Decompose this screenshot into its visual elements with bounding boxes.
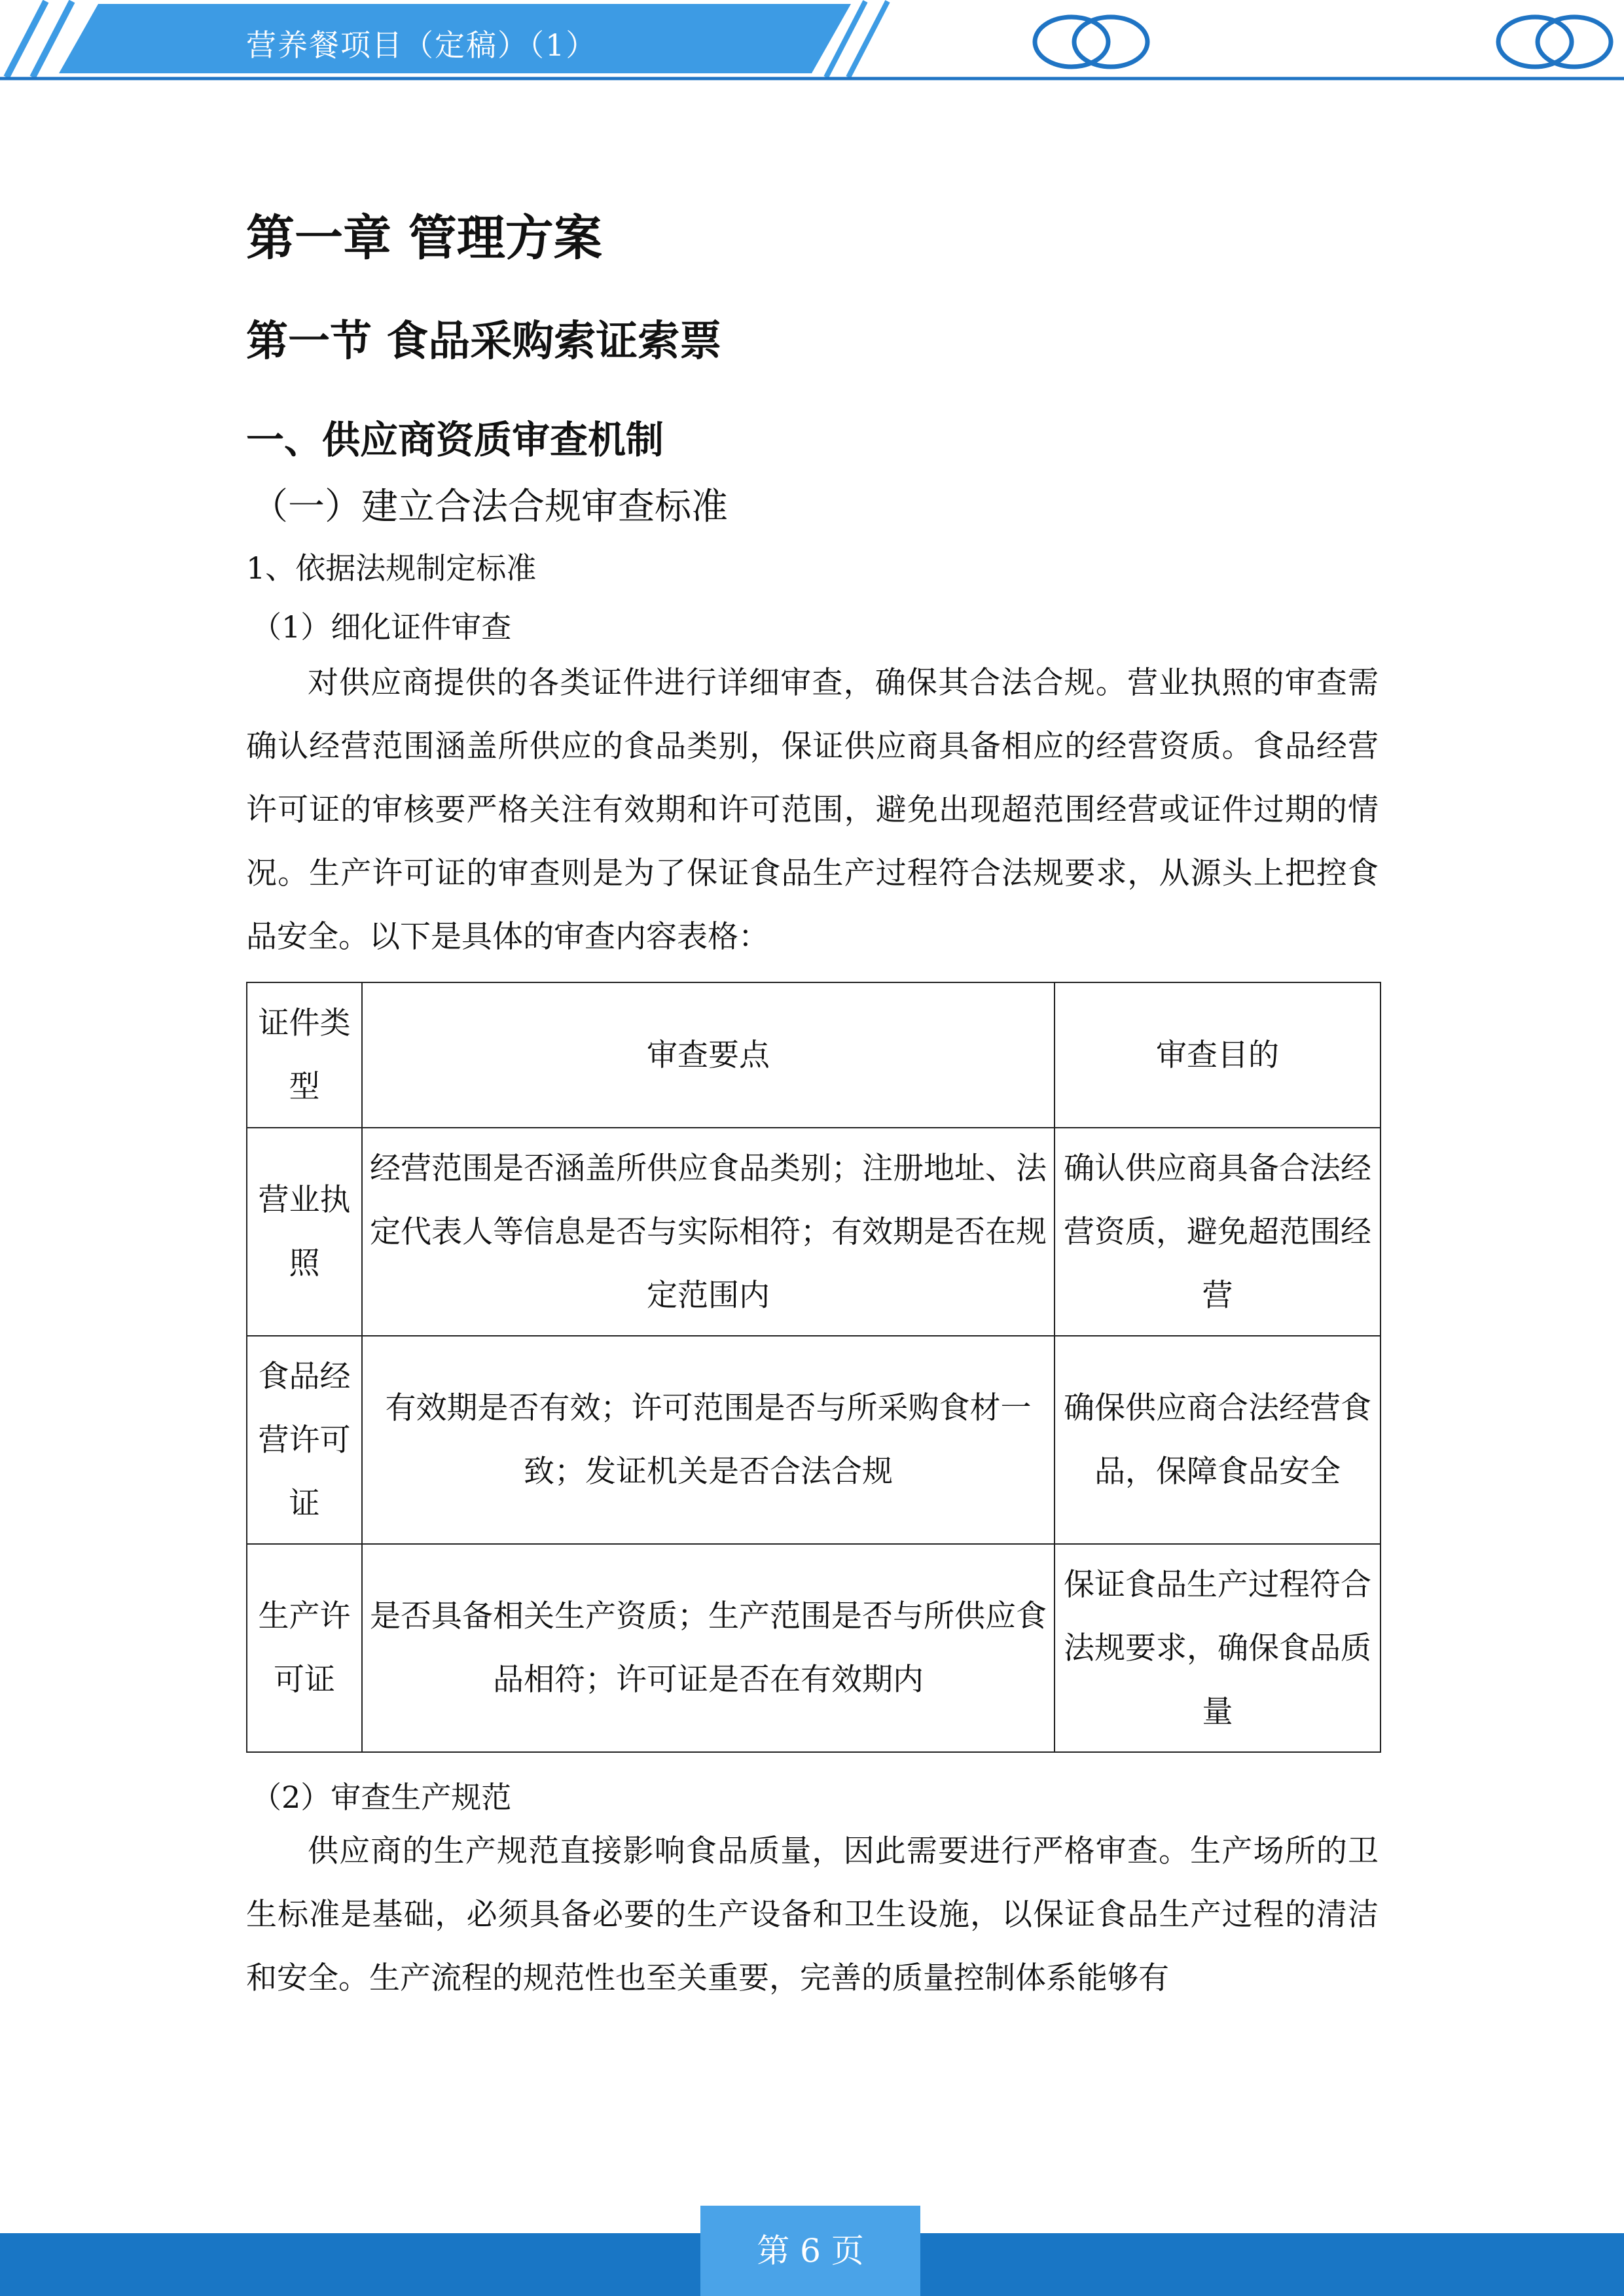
body-paragraph: 对供应商提供的各类证件进行详细审查，确保其合法合规。营业执照的审查需确认经营范围涵盖所供应的食品类别，保证供应商具备相应的经营资质。食品经营许可证的审核要严格关注有效期和许可范围，避免出现超范围经营或证件过期的情况。生产许可证的审查则是为了保证食品生产过程符合法规要求，从源头上把控食品安全。以下是具体的审查内容表格： xyxy=(246,665,1379,955)
table-cell: 确认供应商具备合法经营资质，避免超范围经营 xyxy=(1055,1128,1380,1336)
heading-level-1: 一、供应商资质审查机制 xyxy=(246,418,664,462)
table-row xyxy=(247,1336,1380,1544)
header-decoration xyxy=(0,0,1624,85)
table-header-cell: 审查要点 xyxy=(362,982,1055,1128)
review-table xyxy=(246,982,1381,1753)
heading-level-2: （一）建立合法合规审查标准 xyxy=(251,486,728,528)
double-ring-icon xyxy=(1498,17,1611,67)
document-title: 营养餐项目（定稿）（1） xyxy=(246,27,598,63)
table-cell: 营业执照 xyxy=(247,1128,362,1336)
body-paragraph: 供应商的生产规范直接影响食品质量，因此需要进行严格审查。生产场所的卫生标准是基础，必须具备必要的生产设备和卫生设施，以保证食品生产过程的清洁和安全。生产流程的规范性也至关重要，完善的质量控制体系能够有 xyxy=(246,1833,1379,1996)
table-cell: 保证食品生产过程符合法规要求，确保食品质量 xyxy=(1055,1544,1380,1752)
table-cell: 有效期是否有效；许可范围是否与所采购食材一致；发证机关是否合法合规 xyxy=(362,1336,1055,1544)
table-header-cell: 证件类型 xyxy=(247,982,362,1128)
table-header-cell: 审查目的 xyxy=(1055,982,1380,1128)
heading-level-3: 1、依据法规制定标准 xyxy=(246,550,537,586)
table-cell: 生产许可证 xyxy=(247,1544,362,1752)
header-stripe xyxy=(848,1,888,77)
table-cell: 是否具备相关生产资质；生产范围是否与所供应食品相符；许可证是否在有效期内 xyxy=(362,1544,1055,1752)
page-header xyxy=(0,0,1624,85)
table-cell: 确保供应商合法经营食品，保障食品安全 xyxy=(1055,1336,1380,1544)
table-row xyxy=(247,1128,1380,1336)
table-cell: 经营范围是否涵盖所供应食品类别；注册地址、法定代表人等信息是否与实际相符；有效期是否在规定范围内 xyxy=(362,1128,1055,1336)
chapter-title: 第一章 管理方案 xyxy=(246,210,602,266)
heading-level-4: （1）细化证件审查 xyxy=(251,609,512,645)
table-cell: 食品经营许可证 xyxy=(247,1336,362,1544)
heading-level-4: （2）审查生产规范 xyxy=(251,1780,512,1815)
table-header-row xyxy=(247,982,1380,1128)
double-ring-icon xyxy=(1035,17,1147,67)
section-title: 第一节 食品采购索证索票 xyxy=(246,317,722,366)
page-number: 第 6 页 xyxy=(700,2206,920,2296)
table-row xyxy=(247,1544,1380,1752)
